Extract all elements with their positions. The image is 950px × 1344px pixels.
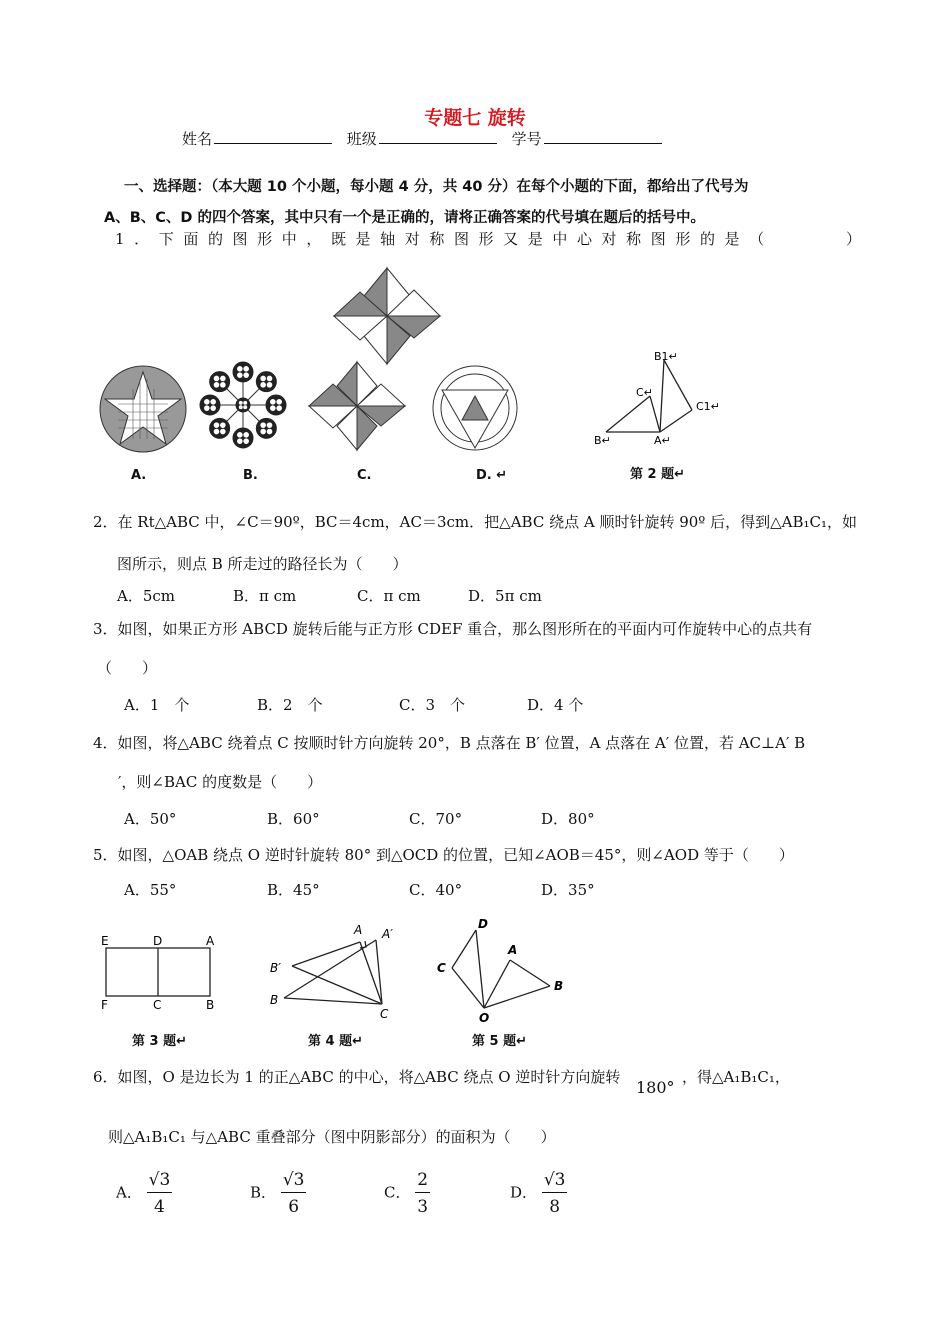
fig3-d: D xyxy=(153,934,163,948)
flower-dot xyxy=(214,382,220,388)
fig2-b: B↵ xyxy=(594,434,611,447)
question-4-line-2: ′，则∠BAC 的度数是（ ） xyxy=(118,773,323,791)
fraction-c: $\frac{2}{3}$ xyxy=(417,1170,429,1217)
flower-dot xyxy=(270,399,276,405)
q4-option-b: B．60° xyxy=(267,810,320,828)
question-5-line-1: 5．如图，△OAB 绕点 O 逆时针旋转 80° 到△OCD 的位置，已知∠AOB＝45°，则∠AOD 等于（ ） xyxy=(93,846,794,864)
fig4-c: C xyxy=(380,1007,389,1021)
question-1-close: ） xyxy=(846,230,862,248)
figure-5-caption: 第 5 题↵ xyxy=(472,1034,527,1049)
section-line-2: A、B、C、D 的四个答案，其中只有一个是正确的，请将正确答案的代号填在题后的括号中。 xyxy=(104,210,705,226)
fig2-a: A↵ xyxy=(654,434,671,447)
q4-option-c: C．70° xyxy=(409,810,463,828)
fig5-c: C xyxy=(437,961,446,975)
fig5-b: B xyxy=(554,979,564,993)
section-line-1: 一、选择题：（本大题 10 个小题，每小题 4 分，共 40 分）在每个小题的下面，都给出了代号为 xyxy=(124,179,749,195)
option-b-label: B. xyxy=(243,468,258,483)
fig2-b1: B1↵ xyxy=(654,350,678,363)
q2-option-d: D．5π cm xyxy=(468,587,542,605)
flower-dot xyxy=(204,399,210,405)
flower-dot xyxy=(239,405,243,409)
flower-dot xyxy=(220,429,226,435)
flower-dot xyxy=(204,405,210,411)
q5-option-b: B．45° xyxy=(267,881,320,899)
flower-dot xyxy=(276,399,282,405)
name-blank xyxy=(214,129,332,144)
q5-option-a: A．55° xyxy=(124,881,177,899)
student-info xyxy=(182,128,672,149)
q5-option-c: C．40° xyxy=(409,881,463,899)
q6-option-a-label: A． xyxy=(116,1183,142,1202)
q6-option-d-label: D． xyxy=(510,1183,538,1202)
figure-3-diagram xyxy=(98,928,228,1010)
flower-dot xyxy=(220,422,226,428)
fig5-a: A xyxy=(508,943,518,957)
figure-4-caption: 第 4 题↵ xyxy=(308,1034,363,1049)
fig3-b: B xyxy=(206,998,215,1012)
id-label: 学号 xyxy=(511,130,542,148)
flower-dot xyxy=(267,382,273,388)
fig4-a-prime: A′ xyxy=(382,927,393,941)
circle-triangle-figure xyxy=(430,364,520,452)
q6-option-c-label: C． xyxy=(384,1183,411,1202)
q6-option-a xyxy=(116,1170,172,1217)
question-1: 1．下面的图形中，既是轴对称图形又是中心对称图形的是（ xyxy=(115,230,774,248)
flower-dot xyxy=(237,372,243,378)
question-6-line-2: 则△A₁B₁C₁ 与△ABC 重叠部分（图中阴影部分）的面积为（ ） xyxy=(108,1128,556,1146)
fig3-e: E xyxy=(101,934,109,948)
figure-4-diagram xyxy=(264,920,414,1020)
q6-option-b-label: B． xyxy=(250,1183,277,1202)
fig3-f: F xyxy=(101,998,108,1012)
id-blank xyxy=(544,129,662,144)
flower-dot xyxy=(214,429,220,435)
fig2-c1: C1↵ xyxy=(696,400,720,413)
option-d-label: D. ↵ xyxy=(476,468,508,483)
question-4-line-1: 4．如图，将△ABC 绕着点 C 按顺时针方向旋转 20°，B 点落在 B′ 位置，A 点落在 A′ 位置，若 AC⊥A′ B xyxy=(93,734,806,752)
question-2-line-1: 2．在 Rt△ABC 中，∠C＝90º，BC＝4cm，AC＝3cm．把△ABC 绕点 A 顺时针旋转 90º 后，得到△AB₁C₁，如 xyxy=(93,513,858,531)
question-6-line-1: 6．如图，O 是边长为 1 的正△ABC 的中心，将△ABC 绕点 O 逆时针方向旋转 xyxy=(93,1068,621,1086)
flower-dot xyxy=(220,376,226,382)
option-a-label: A. xyxy=(131,468,147,483)
fig5-o: O xyxy=(479,1011,490,1025)
q4-option-d: D．80° xyxy=(541,810,595,828)
flower-dot xyxy=(210,399,216,405)
q2-option-b: B．π cm xyxy=(233,587,297,605)
class-label: 班级 xyxy=(346,130,377,148)
figure-2-diagram xyxy=(592,348,722,448)
flower-dot xyxy=(237,432,243,438)
flower-dot xyxy=(267,422,273,428)
flower-dot xyxy=(220,382,226,388)
fig3-c: C xyxy=(153,998,162,1012)
fraction-d: $\frac{√3}{8}$ xyxy=(543,1170,566,1217)
q2-option-c: C．π cm xyxy=(357,587,421,605)
figure-5-diagram xyxy=(434,916,574,1026)
q2-option-a: A．5cm xyxy=(117,587,176,605)
fig5-d: D xyxy=(478,917,488,931)
flower-circle xyxy=(236,398,250,412)
pinwheel-figure-c xyxy=(305,356,409,456)
flower-circles-figure xyxy=(196,358,290,452)
fig4-a: A xyxy=(354,923,363,937)
star-circle-figure xyxy=(98,364,188,454)
flower-dot xyxy=(260,422,266,428)
flower-dot xyxy=(243,432,249,438)
figure-2-caption: 第 2 题↵ xyxy=(630,467,685,482)
q3-option-a: A．1 个 xyxy=(124,696,190,714)
question-3-line-1: 3．如图，如果正方形 ABCD 旋转后能与正方形 CDEF 重合，那么图形所在的平面内可作旋转中心的点共有 xyxy=(93,620,813,638)
flower-dot xyxy=(210,405,216,411)
flower-dot xyxy=(260,376,266,382)
flower-circle xyxy=(200,395,220,415)
flower-circle xyxy=(210,372,230,392)
name-label: 姓名 xyxy=(182,130,213,148)
question-3-line-2: （ ） xyxy=(97,659,158,677)
page-title: 专题七 旋转 xyxy=(424,107,526,129)
fraction-a: $\frac{√3}{4}$ xyxy=(148,1170,171,1217)
flower-dot xyxy=(243,405,247,409)
flower-dot xyxy=(276,405,282,411)
figure-3-caption: 第 3 题↵ xyxy=(132,1034,187,1049)
flower-circle xyxy=(256,418,276,438)
q3-option-c: C．3 个 xyxy=(399,696,466,714)
rotation-angle: 180° xyxy=(636,1078,675,1097)
flower-dot xyxy=(243,438,249,444)
flower-dot xyxy=(243,401,247,405)
question-6-line-1-end: ，得△A₁B₁C₁， xyxy=(682,1068,790,1086)
flower-dot xyxy=(243,372,249,378)
fig3-a: A xyxy=(206,934,215,948)
q6-option-b xyxy=(250,1170,306,1217)
flower-dot xyxy=(239,401,243,405)
fig2-c: C↵ xyxy=(636,386,653,399)
question-2-line-2: 图所示，则点 B 所走过的路径长为（ ） xyxy=(117,555,408,573)
q6-option-c xyxy=(384,1170,430,1217)
fraction-b: $\frac{√3}{6}$ xyxy=(282,1170,305,1217)
q3-option-d: D．4 个 xyxy=(527,696,584,714)
flower-dot xyxy=(214,376,220,382)
flower-dot xyxy=(214,422,220,428)
q4-option-a: A．50° xyxy=(124,810,177,828)
class-blank xyxy=(379,129,497,144)
flower-dot xyxy=(243,366,249,372)
q5-option-d: D．35° xyxy=(541,881,595,899)
q3-option-b: B．2 个 xyxy=(257,696,323,714)
flower-dot xyxy=(237,366,243,372)
q6-option-d xyxy=(510,1170,567,1217)
flower-dot xyxy=(267,376,273,382)
flower-dot xyxy=(267,429,273,435)
flower-dot xyxy=(237,438,243,444)
flower-dot xyxy=(260,382,266,388)
fig4-b: B xyxy=(270,993,279,1007)
flower-circle xyxy=(266,395,286,415)
option-c-label: C. xyxy=(357,468,372,483)
fig4-b-prime: B′ xyxy=(270,961,281,975)
flower-circle xyxy=(233,428,253,448)
flower-circle xyxy=(233,362,253,382)
flower-circle xyxy=(256,372,276,392)
flower-circle xyxy=(210,418,230,438)
flower-dot xyxy=(260,429,266,435)
flower-dot xyxy=(270,405,276,411)
